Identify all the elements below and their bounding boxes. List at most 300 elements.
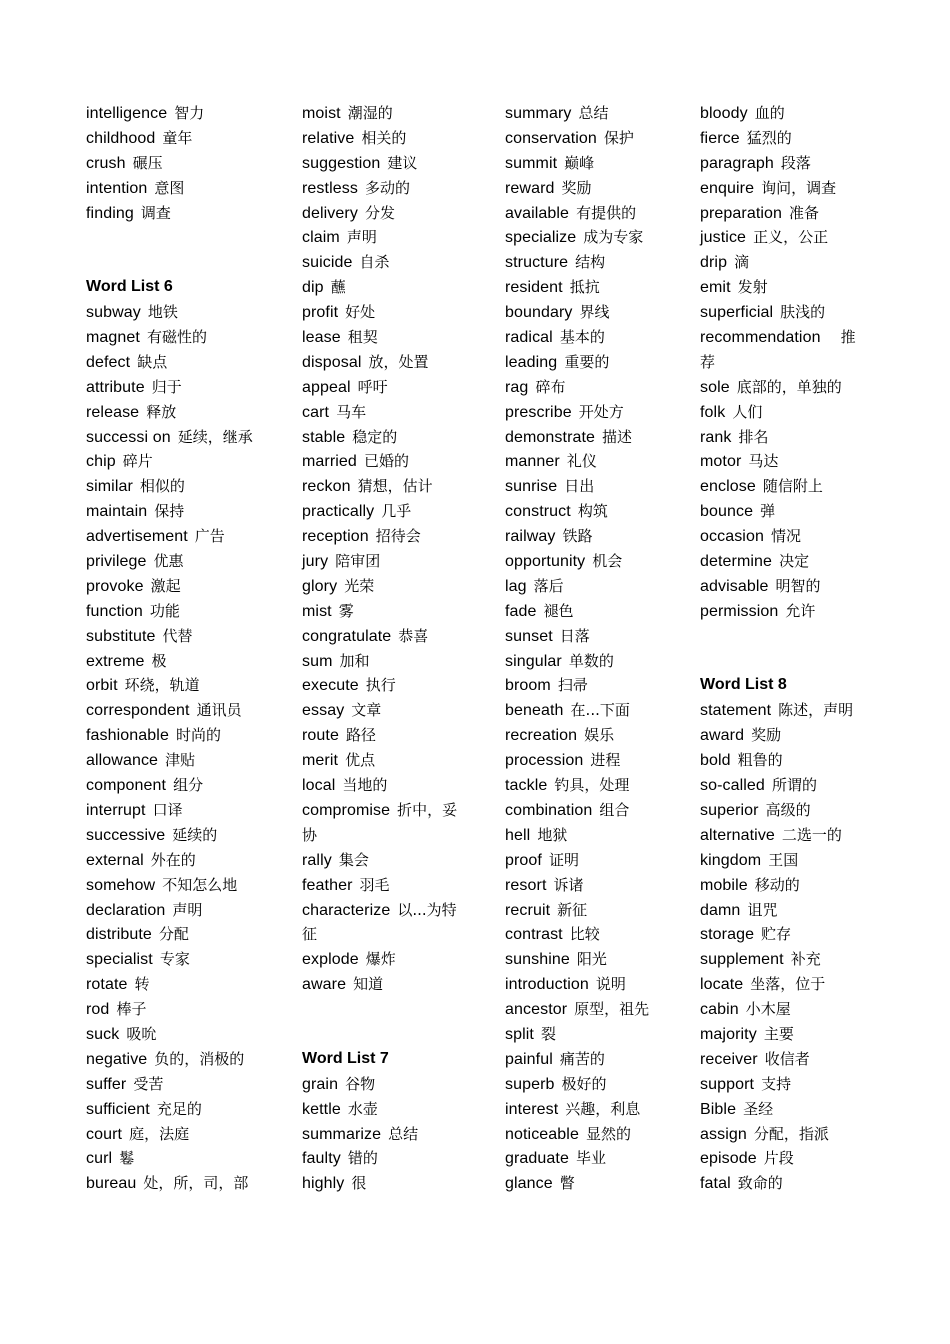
english-word: intelligence xyxy=(86,105,168,122)
vocab-entry xyxy=(505,599,649,624)
vocab-entry xyxy=(302,848,457,873)
vocab-entry xyxy=(86,1047,253,1072)
chinese-definition: 文章 xyxy=(351,701,382,720)
chinese-definition: 奖励 xyxy=(751,726,782,745)
vocab-entry xyxy=(86,972,253,997)
vocab-entry xyxy=(302,649,457,674)
vocab-entry xyxy=(700,748,856,773)
vocab-entry xyxy=(700,300,856,325)
vocab-entry xyxy=(86,748,253,773)
chinese-definition: 延续，继承 xyxy=(177,427,253,446)
chinese-definition: 恭喜 xyxy=(398,626,429,645)
vocab-entry xyxy=(700,375,856,400)
vocab-entry xyxy=(505,350,649,375)
english-word: bloody xyxy=(700,105,748,122)
vocab-entry xyxy=(86,524,253,549)
vocab-entry xyxy=(86,947,253,972)
english-word: sunset xyxy=(505,627,553,645)
vocab-entry xyxy=(505,1022,649,1047)
vocab-entry xyxy=(86,101,253,126)
english-word: recruit xyxy=(505,901,551,919)
chinese-definition: 受苦 xyxy=(133,1074,164,1093)
english-word: delivery xyxy=(302,204,358,222)
vocab-entry xyxy=(505,176,649,201)
chinese-definition: 归于 xyxy=(151,377,182,396)
english-word: paragraph xyxy=(700,154,774,172)
chinese-definition: 陪审团 xyxy=(335,552,381,571)
chinese-definition: 地铁 xyxy=(147,303,178,322)
english-word: drip xyxy=(700,254,728,272)
vocab-entry xyxy=(86,649,253,674)
english-word: lease xyxy=(302,329,341,347)
vocab-entry xyxy=(86,126,253,151)
vocab-entry xyxy=(700,524,856,549)
english-word: compromise xyxy=(302,801,391,819)
vocab-entry xyxy=(700,201,856,226)
chinese-definition: 知道 xyxy=(353,975,384,994)
english-word: mist xyxy=(302,602,332,620)
chinese-definition: 极好的 xyxy=(561,1074,607,1093)
english-word: justice xyxy=(700,229,747,247)
english-word: resident xyxy=(505,279,563,297)
vocab-entry xyxy=(505,873,649,898)
chinese-definition: 组合 xyxy=(599,800,630,819)
chinese-definition: 马达 xyxy=(748,452,779,471)
english-word: external xyxy=(86,851,144,869)
vocab-entry xyxy=(700,723,856,748)
vocab-entry xyxy=(700,325,856,350)
vocab-entry xyxy=(302,151,457,176)
chinese-definition: 几乎 xyxy=(381,502,412,521)
chinese-definition: 充足的 xyxy=(156,1099,202,1118)
chinese-definition: 集会 xyxy=(338,850,369,869)
definition-continuation xyxy=(302,922,457,947)
blank-line xyxy=(700,624,856,649)
english-word: construct xyxy=(505,503,571,521)
english-word: grain xyxy=(302,1075,339,1093)
vocab-entry xyxy=(302,599,457,624)
english-word: privilege xyxy=(86,553,147,571)
english-word: fierce xyxy=(700,129,740,147)
vocab-entry xyxy=(505,1122,649,1147)
chinese-definition: 决定 xyxy=(779,552,810,571)
chinese-definition: 当地的 xyxy=(342,776,388,795)
vocab-entry xyxy=(700,574,856,599)
chinese-definition: 荐 xyxy=(700,352,716,371)
vocab-entry xyxy=(505,275,649,300)
chinese-definition: 随信附上 xyxy=(762,477,823,496)
chinese-definition: 声明 xyxy=(172,900,203,919)
vocab-entry xyxy=(505,698,649,723)
chinese-definition: 加和 xyxy=(339,651,370,670)
vocab-entry xyxy=(302,176,457,201)
english-word: opportunity xyxy=(505,553,586,571)
chinese-definition: 圣经 xyxy=(743,1099,774,1118)
english-word: declaration xyxy=(86,901,166,919)
chinese-definition: 裂 xyxy=(540,1024,556,1043)
vocab-entry xyxy=(505,1146,649,1171)
english-word: advertisement xyxy=(86,528,188,546)
english-word: locate xyxy=(700,976,744,994)
chinese-definition: 高级的 xyxy=(765,800,811,819)
chinese-definition: 代替 xyxy=(162,626,193,645)
chinese-definition: 证明 xyxy=(548,850,579,869)
english-word: fade xyxy=(505,602,537,620)
english-word: sunrise xyxy=(505,478,558,496)
chinese-definition: 肤浅的 xyxy=(780,303,826,322)
blank-line xyxy=(86,225,253,250)
vocab-entry xyxy=(700,898,856,923)
chinese-definition: 单数的 xyxy=(568,651,614,670)
vocab-entry xyxy=(700,549,856,574)
vocab-entry xyxy=(505,499,649,524)
english-word: preparation xyxy=(700,204,783,222)
vocab-entry xyxy=(700,499,856,524)
chinese-definition: 推 xyxy=(840,328,856,347)
chinese-definition: 功能 xyxy=(149,601,180,620)
chinese-definition: 光荣 xyxy=(344,576,375,595)
chinese-definition: 错的 xyxy=(347,1149,378,1168)
vocab-entry xyxy=(700,599,856,624)
column-3 xyxy=(505,101,649,1196)
chinese-definition: 优点 xyxy=(345,751,376,770)
english-word: summit xyxy=(505,154,558,172)
chinese-definition: 征 xyxy=(302,925,318,944)
vocab-entry xyxy=(505,151,649,176)
english-word: structure xyxy=(505,254,569,272)
chinese-definition: 释放 xyxy=(146,402,177,421)
chinese-definition: 意图 xyxy=(154,178,185,197)
english-word: glory xyxy=(302,577,338,595)
english-word: broom xyxy=(505,677,551,695)
chinese-definition: 阳光 xyxy=(576,950,607,969)
english-word: bounce xyxy=(700,503,754,521)
english-word: sum xyxy=(302,652,333,670)
chinese-definition: 正义，公正 xyxy=(753,228,829,247)
english-word: restless xyxy=(302,179,358,197)
vocab-entry xyxy=(302,798,457,823)
english-word: split xyxy=(505,1025,534,1043)
english-word: recommendation xyxy=(700,329,821,347)
column-1 xyxy=(86,101,253,1196)
english-word: orbit xyxy=(86,677,118,695)
english-word: occasion xyxy=(700,528,764,546)
vocab-entry xyxy=(302,549,457,574)
vocab-entry xyxy=(700,126,856,151)
chinese-definition: 褪色 xyxy=(543,601,574,620)
chinese-definition: 比较 xyxy=(569,925,600,944)
vocab-entry xyxy=(302,698,457,723)
vocab-entry xyxy=(505,574,649,599)
english-word: conservation xyxy=(505,129,597,147)
vocab-entry xyxy=(302,325,457,350)
vocab-entry xyxy=(302,101,457,126)
chinese-definition: 允许 xyxy=(785,601,816,620)
english-word: practically xyxy=(302,503,375,521)
english-word: finding xyxy=(86,204,134,222)
vocab-entry xyxy=(86,350,253,375)
vocab-entry xyxy=(700,1122,856,1147)
chinese-definition: 专家 xyxy=(159,950,190,969)
chinese-definition: 折中，妥 xyxy=(397,800,458,819)
vocab-entry xyxy=(505,325,649,350)
vocab-entry xyxy=(86,1146,253,1171)
vocab-entry xyxy=(302,1122,457,1147)
english-word: interest xyxy=(505,1100,559,1118)
chinese-definition: 开处方 xyxy=(578,402,624,421)
vocab-entry xyxy=(86,599,253,624)
vocab-entry xyxy=(505,798,649,823)
chinese-definition: 协 xyxy=(302,825,318,844)
vocab-entry xyxy=(505,723,649,748)
vocab-entry xyxy=(700,101,856,126)
vocab-entry xyxy=(86,723,253,748)
english-word: contrast xyxy=(505,926,563,944)
vocab-entry xyxy=(302,972,457,997)
chinese-definition: 保持 xyxy=(154,502,185,521)
chinese-definition: 重要的 xyxy=(564,352,610,371)
chinese-definition: 分发 xyxy=(364,203,395,222)
chinese-definition: 时尚的 xyxy=(175,726,221,745)
english-word: graduate xyxy=(505,1150,569,1168)
chinese-definition: 招待会 xyxy=(375,527,421,546)
chinese-definition: 放，处置 xyxy=(368,352,429,371)
vocab-entry xyxy=(86,574,253,599)
vocab-entry xyxy=(302,773,457,798)
vocab-entry xyxy=(86,176,253,201)
english-word: rod xyxy=(86,1001,110,1019)
chinese-definition: 环绕，轨道 xyxy=(124,676,200,695)
english-word: bold xyxy=(700,752,731,770)
vocab-entry xyxy=(505,649,649,674)
vocab-entry xyxy=(700,275,856,300)
vocab-entry xyxy=(505,898,649,923)
chinese-definition: 相关的 xyxy=(361,128,407,147)
chinese-definition: 奖励 xyxy=(561,178,592,197)
chinese-definition: 痛苦的 xyxy=(559,1049,605,1068)
english-word: suicide xyxy=(302,254,353,272)
vocab-entry xyxy=(302,873,457,898)
vocab-entry xyxy=(700,425,856,450)
english-word: recreation xyxy=(505,727,578,745)
english-word: crush xyxy=(86,154,126,172)
column-4 xyxy=(700,101,856,1196)
english-word: faulty xyxy=(302,1150,341,1168)
english-word: demonstrate xyxy=(505,428,596,446)
english-word: cabin xyxy=(700,1001,739,1019)
vocab-entry xyxy=(302,748,457,773)
vocab-entry xyxy=(302,350,457,375)
vocab-entry xyxy=(505,549,649,574)
chinese-definition: 坐落，位于 xyxy=(750,975,826,994)
vocab-entry xyxy=(505,101,649,126)
vocab-entry xyxy=(505,250,649,275)
word-list-heading: Word List 8 xyxy=(700,676,787,694)
blank-line xyxy=(86,250,253,275)
chinese-definition: 王国 xyxy=(768,850,799,869)
vocab-entry xyxy=(505,624,649,649)
vocab-entry xyxy=(302,375,457,400)
column-2 xyxy=(302,101,457,1196)
vocab-entry xyxy=(86,673,253,698)
vocab-entry xyxy=(86,1072,253,1097)
vocab-entry xyxy=(302,624,457,649)
english-word: superior xyxy=(700,801,759,819)
chinese-definition: 发射 xyxy=(737,278,768,297)
vocab-entry xyxy=(302,673,457,698)
chinese-definition: 羽毛 xyxy=(359,875,390,894)
chinese-definition: 猜想，估计 xyxy=(357,477,433,496)
chinese-definition: 血的 xyxy=(754,104,785,122)
chinese-definition: 好处 xyxy=(345,303,376,322)
english-word: maintain xyxy=(86,503,148,521)
chinese-definition: 处，所，司，部 xyxy=(143,1174,249,1193)
chinese-definition: 诅咒 xyxy=(747,900,778,919)
english-word: interrupt xyxy=(86,801,146,819)
vocab-entry xyxy=(505,947,649,972)
chinese-definition: 所谓的 xyxy=(771,776,817,795)
english-word: rally xyxy=(302,851,332,869)
vocab-entry xyxy=(505,126,649,151)
chinese-definition: 陈述，声明 xyxy=(778,701,854,720)
english-word: summarize xyxy=(302,1125,382,1143)
english-word: painful xyxy=(505,1050,553,1068)
vocab-entry xyxy=(505,425,649,450)
chinese-definition: 底部的，单独的 xyxy=(736,377,842,396)
vocab-entry xyxy=(700,400,856,425)
chinese-definition: 执行 xyxy=(365,676,396,695)
chinese-definition: 碎片 xyxy=(122,452,153,471)
english-word: cart xyxy=(302,403,330,421)
english-word: emit xyxy=(700,279,731,297)
vocab-entry xyxy=(700,449,856,474)
english-word: claim xyxy=(302,229,340,247)
chinese-definition: 广告 xyxy=(194,527,225,546)
vocab-entry xyxy=(302,1072,457,1097)
chinese-definition: 准备 xyxy=(789,203,820,222)
english-word: successi on xyxy=(86,428,171,446)
vocab-entry xyxy=(700,1047,856,1072)
chinese-definition: 吸吮 xyxy=(126,1024,157,1043)
english-word: congratulate xyxy=(302,627,392,645)
english-word: majority xyxy=(700,1025,757,1043)
chinese-definition: 贮存 xyxy=(761,925,792,944)
chinese-definition: 滴 xyxy=(734,253,750,272)
english-word: local xyxy=(302,777,336,795)
vocab-entry xyxy=(700,922,856,947)
english-word: lag xyxy=(505,577,527,595)
vocab-entry xyxy=(700,698,856,723)
chinese-definition: 日落 xyxy=(559,626,590,645)
chinese-definition: 兴趣，利息 xyxy=(565,1099,641,1118)
vocab-entry xyxy=(86,449,253,474)
english-word: suggestion xyxy=(302,154,381,172)
english-word: sufficient xyxy=(86,1100,150,1118)
vocab-entry xyxy=(505,524,649,549)
chinese-definition: 口译 xyxy=(152,800,183,819)
english-word: so-called xyxy=(700,777,765,795)
vocab-entry xyxy=(505,673,649,698)
chinese-definition: 呼吁 xyxy=(357,377,388,396)
vocab-entry xyxy=(505,922,649,947)
english-word: correspondent xyxy=(86,702,190,720)
chinese-definition: 移动的 xyxy=(754,875,800,894)
english-word: court xyxy=(86,1125,123,1143)
chinese-definition: 转 xyxy=(134,975,150,994)
chinese-definition: 碎布 xyxy=(535,377,566,396)
chinese-definition: 支持 xyxy=(761,1074,792,1093)
chinese-definition: 鬈 xyxy=(119,1149,135,1168)
english-word: extreme xyxy=(86,652,145,670)
vocab-entry xyxy=(700,1072,856,1097)
english-word: feather xyxy=(302,876,353,894)
chinese-definition: 诉诸 xyxy=(553,875,584,894)
english-word: essay xyxy=(302,702,345,720)
vocab-entry xyxy=(302,1171,457,1196)
chinese-definition: 礼仪 xyxy=(566,452,597,471)
english-word: rotate xyxy=(86,976,128,994)
english-word: subway xyxy=(86,304,141,322)
vocab-entry xyxy=(86,997,253,1022)
vocab-entry xyxy=(86,300,253,325)
vocab-entry xyxy=(86,1022,253,1047)
vocab-entry xyxy=(86,624,253,649)
english-word: negative xyxy=(86,1050,148,1068)
chinese-definition: 童年 xyxy=(162,128,193,147)
english-word: reception xyxy=(302,528,369,546)
chinese-definition: 负的，消极的 xyxy=(154,1049,245,1068)
chinese-definition: 自杀 xyxy=(359,253,390,272)
vocab-entry xyxy=(505,972,649,997)
chinese-definition: 原型，祖先 xyxy=(574,1000,650,1019)
english-word: allowance xyxy=(86,752,159,770)
english-word: introduction xyxy=(505,976,589,994)
vocab-entry xyxy=(302,126,457,151)
vocab-entry xyxy=(302,400,457,425)
vocab-entry xyxy=(86,1097,253,1122)
vocab-entry xyxy=(700,176,856,201)
english-word: curl xyxy=(86,1150,113,1168)
chinese-definition: 雾 xyxy=(338,601,354,620)
english-word: provoke xyxy=(86,577,144,595)
english-word: reward xyxy=(505,179,555,197)
english-word: available xyxy=(505,204,570,222)
vocab-entry xyxy=(505,773,649,798)
english-word: specialize xyxy=(505,229,577,247)
vocab-entry xyxy=(302,250,457,275)
chinese-definition: 缺点 xyxy=(137,352,168,371)
english-word: substitute xyxy=(86,627,156,645)
chinese-definition: 落后 xyxy=(533,576,564,595)
chinese-definition: 补充 xyxy=(790,950,821,969)
chinese-definition: 情况 xyxy=(770,527,801,546)
chinese-definition: 显然的 xyxy=(585,1124,631,1143)
english-word: assign xyxy=(700,1125,747,1143)
chinese-definition: 二选一的 xyxy=(781,825,842,844)
word-list-heading: Word List 7 xyxy=(302,1049,389,1067)
english-word: summary xyxy=(505,105,572,122)
english-word: mobile xyxy=(700,876,748,894)
chinese-definition: 询问，调查 xyxy=(761,178,837,197)
english-word: explode xyxy=(302,951,359,969)
chinese-definition: 弹 xyxy=(760,502,776,521)
vocab-entry xyxy=(505,1047,649,1072)
chinese-definition: 通讯员 xyxy=(196,701,242,720)
chinese-definition: 钓具，处理 xyxy=(554,776,630,795)
chinese-definition: 路径 xyxy=(345,726,376,745)
vocab-entry xyxy=(700,972,856,997)
english-word: storage xyxy=(700,926,755,944)
